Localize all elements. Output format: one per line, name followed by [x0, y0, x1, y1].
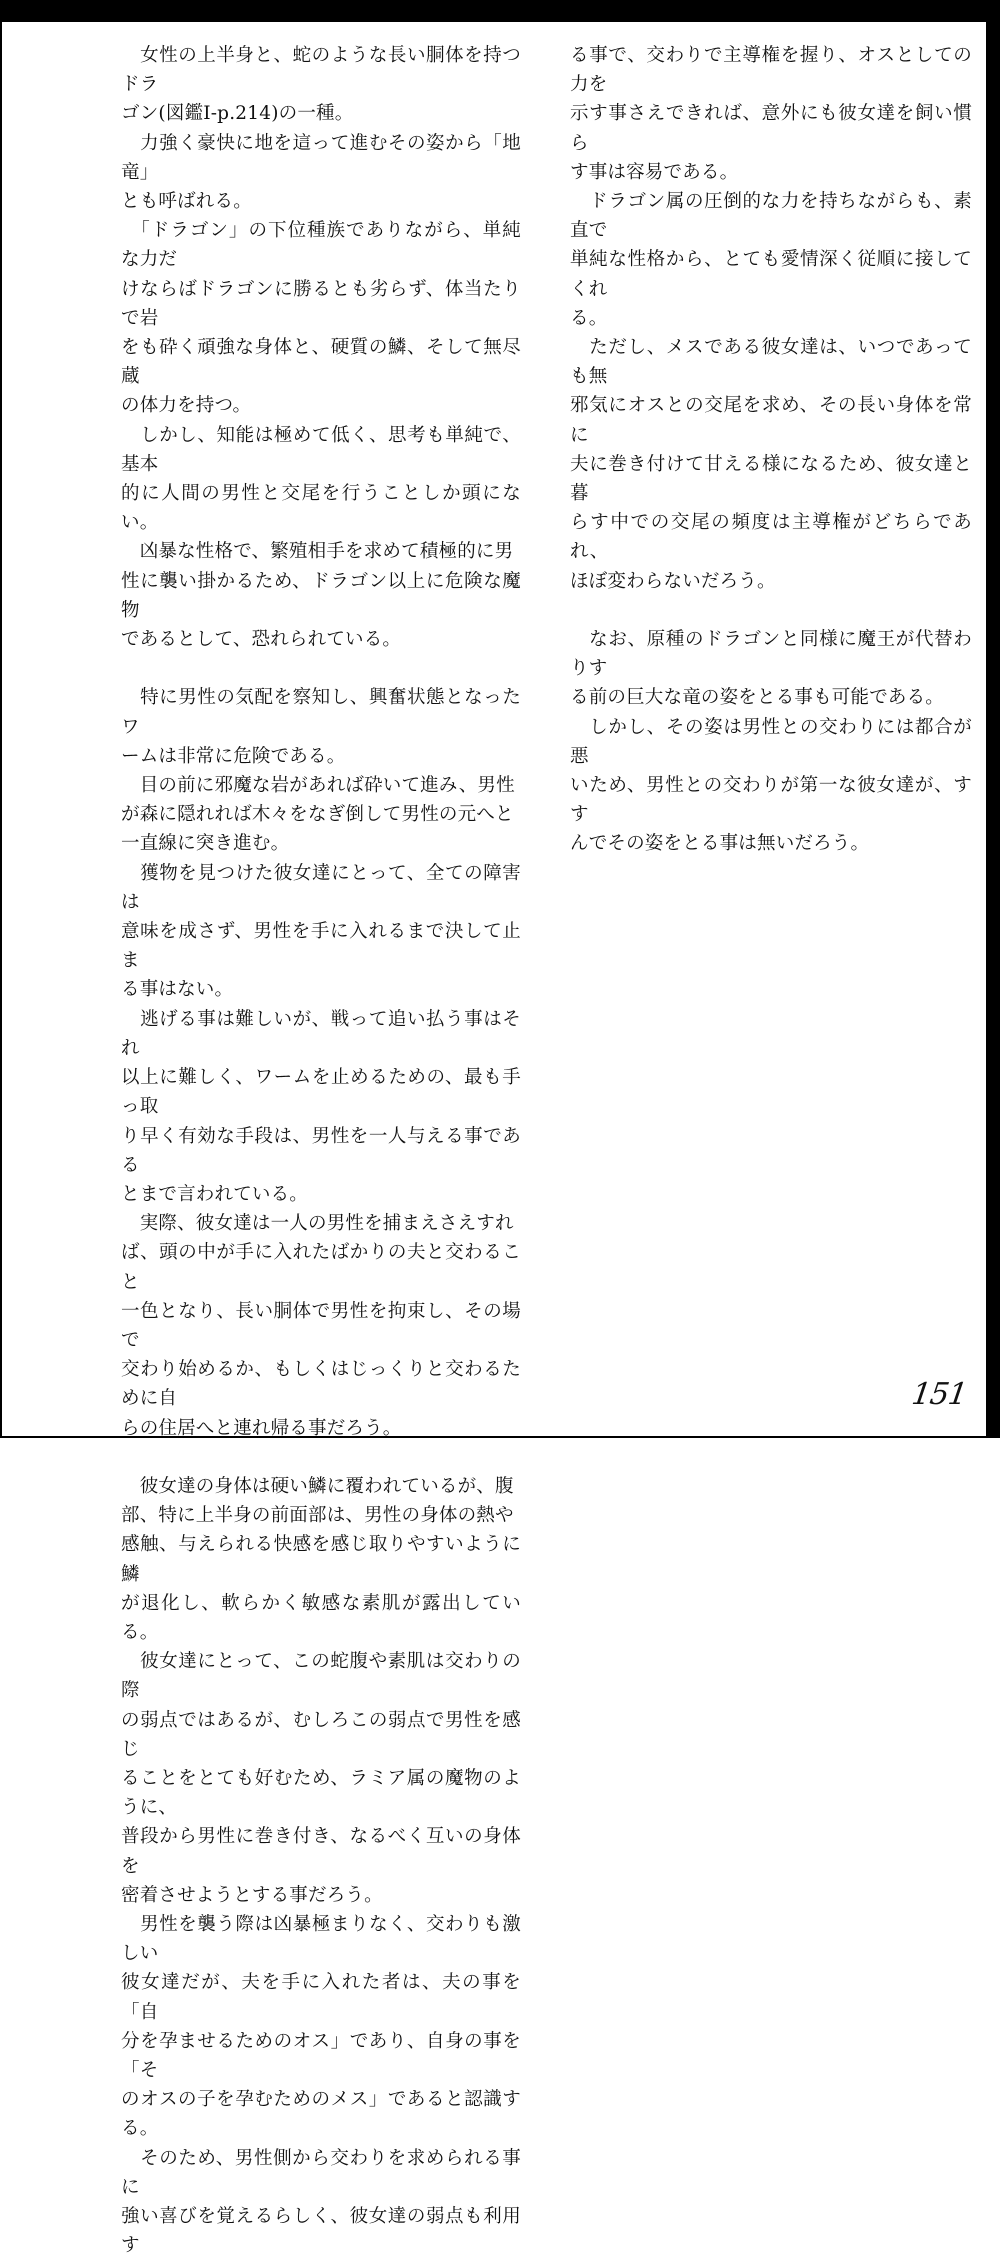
right-text-column: [570, 41, 972, 859]
top-border: [0, 0, 1000, 22]
left-paragraph-9: 逃げる事は難しいが、戦って追い払う事はそれ 以上に難しく、ワームを止めるための、最も手っ取 り早く有効な手段は、男性を一人与える事である とまで言われている。: [121, 1008, 521, 1205]
left-paragraph-4: しかし、知能は極めて低く、思考も単純で、基本 的に人間の男性と交尾を行うことしか頭にない。: [121, 424, 521, 534]
right-paragraph-3: ただし、メスである彼女達は、いつであっても無 邪気にオスとの交尾を求め、その長い身体を常に 夫に巻き付けて甘える様になるため、彼女達と暮 らす中での交尾の頻度は主導権がどちらであれ、 ほぼ変わらないだろう。: [570, 337, 972, 592]
right-paragraph-1: る事で、交わりで主導権を握り、オスとしての力を 示す事さえできれば、意外にも彼女達を飼い慣ら す事は容易である。: [570, 45, 972, 183]
left-paragraph-6: 特に男性の気配を察知し、興奮状態となったワ ームは非常に危険である。: [121, 687, 521, 767]
left-paragraph-5: 凶暴な性格で、繁殖相手を求めて積極的に男 性に襲い掛かるため、ドラゴン以上に危険な魔物 であるとして、恐れられている。: [121, 541, 521, 651]
left-paragraph-11: 彼女達の身体は硬い鱗に覆われているが、腹 部、特に上半身の前面部は、男性の身体の熱や 感触、与えられる快感を感じ取りやすいように鱗 が退化し、軟らかく敏感な素肌が露出している。: [121, 1475, 521, 1643]
right-edge-border: [986, 0, 1000, 1438]
left-paragraph-14: そのため、男性側から交わりを求められる事に 強い喜びを覚えるらしく、彼女達の弱点も利用す: [121, 2147, 521, 2257]
left-paragraph-12: 彼女達にとって、この蛇腹や素肌は交わりの際 の弱点ではあるが、むしろこの弱点で男性を感じ ることをとても好むため、ラミア属の魔物のように、 普段から男性に巻き付き、なるべく互いの身体を 密着させようとする事だろう。: [121, 1651, 521, 1906]
left-paragraph-2: 力強く豪快に地を這って進むその姿から「地竜」 とも呼ばれる。: [121, 132, 521, 213]
paragraph-gap: [121, 654, 521, 683]
left-text-column: [121, 41, 521, 2260]
left-paragraph-3: 「ドラゴン」の下位種族でありながら、単純な力だ けならばドラゴンに勝るとも劣らず、体当たりで岩 をも砕く頑強な身体と、硬質の鱗、そして無尽蔵 の体力を持つ。: [121, 220, 521, 417]
right-paragraph-2: ドラゴン属の圧倒的な力を持ちながらも、素直で 単純な性格から、とても愛情深く従順に接してくれ る。: [570, 191, 972, 329]
page-number: 151: [909, 1377, 969, 1412]
left-paragraph-1: 女性の上半身と、蛇のような長い胴体を持つドラ ゴン(図鑑Ⅰ-p.214)の一種。: [121, 45, 521, 125]
left-paragraph-13: 男性を襲う際は凶暴極まりなく、交わりも激しい 彼女達だが、夫を手に入れた者は、夫の事を「自 分を孕ませるためのオス」であり、自身の事を「そ のオスの子を孕むためのメス」であると認識する。: [121, 1913, 521, 2140]
paragraph-gap: [570, 596, 972, 625]
paragraph-gap: [121, 1443, 521, 1472]
left-paragraph-7: 目の前に邪魔な岩があれば砕いて進み、男性 が森に隠れれば木々をなぎ倒して男性の元へと 一直線に突き進む。: [121, 775, 515, 855]
left-paragraph-8: 獲物を見つけた彼女達にとって、全ての障害は 意味を成さず、男性を手に入れるまで決して止ま る事はない。: [121, 862, 521, 1001]
right-paragraph-4: なお、原種のドラゴンと同様に魔王が代替わりす る前の巨大な竜の姿をとる事も可能である。: [570, 629, 972, 709]
left-paragraph-10: 実際、彼女達は一人の男性を捕まえさえすれ ば、頭の中が手に入れたばかりの夫と交わること 一色となり、長い胴体で男性を拘束し、その場で 交わり始めるか、もしくはじっくりと交わるために自 らの住居へと連れ帰る事だろう。: [121, 1213, 521, 1439]
right-paragraph-5: しかし、その姿は男性との交わりには都合が悪 いため、男性との交わりが第一な彼女達が、すす んでその姿をとる事は無いだろう。: [570, 716, 972, 855]
